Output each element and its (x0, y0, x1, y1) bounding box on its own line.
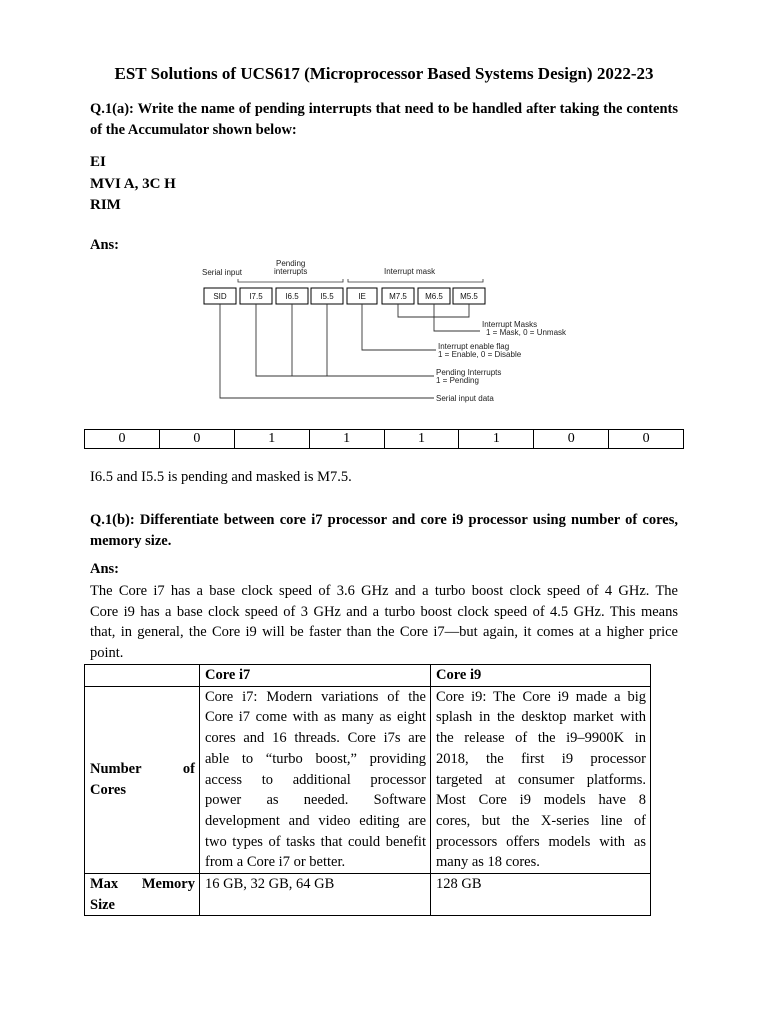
cell-line: access to additional processor (205, 771, 426, 788)
callout-enable-values: 1 = Enable, 0 = Disable (438, 350, 522, 359)
cell-i7-cores (200, 686, 431, 873)
row-label-number-of-cores (85, 686, 200, 873)
cell-line: Core i7: Modern variations of the (205, 688, 426, 705)
bit-cell: 0 (159, 430, 234, 449)
cell-line: cores and 16 threads. Core i7s are (205, 730, 426, 747)
label-pending: Pending (276, 259, 306, 268)
paragraph-line: Core i9 has a base clock speed of 3 GHz and a turbo boost clock speed of 4.5 GHz. This means (90, 603, 678, 620)
cell-line: development and video editing are (205, 812, 426, 829)
callout-masks-values: 1 = Mask, 0 = Unmask (486, 328, 567, 337)
cell-i6-5: I6.5 (285, 292, 299, 301)
bit-cell: 1 (234, 430, 309, 449)
cell-i9-memory: 128 GB (431, 874, 651, 916)
cell-i7-memory: 16 GB, 32 GB, 64 GB (200, 874, 431, 916)
label-interrupts: interrupts (274, 267, 308, 276)
callout-serial: Serial input data (436, 394, 494, 403)
table-header-row (85, 665, 651, 687)
table-row (85, 686, 651, 873)
cell-i7-5: I7.5 (249, 292, 263, 301)
code-line: EI (90, 154, 106, 170)
cell-line: splash in the desktop market with (436, 709, 646, 726)
callout-pending-values: 1 = Pending (436, 376, 479, 385)
code-block (90, 152, 176, 217)
cell-line: cores, but the X-series line of (436, 812, 646, 829)
table-row (85, 430, 684, 449)
header-cell-core-i9: Core i9 (431, 665, 651, 687)
cell-line: Core i7 come with as many as eight (205, 709, 426, 726)
bit-cell: 0 (609, 430, 684, 449)
cell-line: 2018, the first i9 processor (436, 750, 646, 767)
callout-pending: Pending Interrupts (436, 368, 502, 377)
cell-line: power as needed. Software (205, 792, 426, 809)
answer-paragraph-1b (90, 581, 678, 663)
accumulator-bits-table (84, 429, 684, 449)
paragraph-line: that, in general, the Core i9 will be faster than the Core i7—but again, it comes at a higher price (90, 624, 678, 640)
cell-sid: SID (213, 292, 227, 301)
answer-1a: I6.5 and I5.5 is pending and masked is M7.5. (90, 469, 352, 485)
table-row (85, 874, 651, 916)
cell-line: Most Core i9 models have 8 (436, 792, 646, 809)
rim-accumulator-diagram (190, 255, 567, 410)
bit-cell: 1 (309, 430, 384, 449)
cell-line: from a Core i7 or better. (205, 854, 346, 871)
cell-line: targeted at consumer platforms. (436, 771, 646, 788)
row-label-text: Number of Cores (90, 761, 195, 798)
bit-cell: 1 (384, 430, 459, 449)
cell-line: the release of the i9–9900K in (436, 730, 646, 747)
label-serial-input: Serial input (202, 268, 243, 277)
paragraph-line: The Core i7 has a base clock speed of 3.6 GHz and a turbo boost clock speed of 4 GHz. The (90, 583, 678, 599)
bit-cell: 1 (459, 430, 534, 449)
question-1b: Q.1(b): Differentiate between core i7 processor and core i9 processor using number of cores, memory size. (90, 512, 678, 549)
cell-i5-5: I5.5 (320, 292, 334, 301)
cell-line: two types of tasks that could benefit (205, 833, 426, 850)
page-title: EST Solutions of UCS617 (Microprocessor Based Systems Design) 2022-23 (114, 64, 654, 83)
callout-enable: Interrupt enable flag (438, 342, 510, 351)
cell-line: able to “turbo boost,” providing (205, 750, 426, 767)
cell-m5-5: M5.5 (460, 292, 478, 301)
code-line: MVI A, 3C H (90, 175, 176, 192)
question-1a: Q.1(a): Write the name of pending interrupts that need to be handled after taking the contents of the Accumulator shown below: (90, 101, 678, 138)
header-cell-core-i7: Core i7 (200, 665, 431, 687)
pending-brace (238, 279, 343, 282)
header-cell-empty (85, 665, 200, 687)
cell-ie: IE (358, 292, 366, 301)
answer-label-1b: Ans: (90, 561, 120, 577)
bit-cell: 0 (534, 430, 609, 449)
mask-brace (348, 279, 483, 282)
cell-line: Core i9: The Core i9 made a big (436, 688, 646, 705)
row-label-max-memory-size: Max Memory Size (85, 874, 200, 916)
cell-m7-5: M7.5 (389, 292, 407, 301)
cell-m6-5: M6.5 (425, 292, 443, 301)
label-interrupt-mask: Interrupt mask (384, 267, 436, 276)
cell-line: many as 18 cores. (436, 854, 540, 871)
callout-masks: Interrupt Masks (482, 320, 538, 329)
paragraph-line: point. (90, 644, 124, 661)
cell-line: processors offers models with as (436, 833, 646, 850)
bit-cell: 0 (85, 430, 160, 449)
comparison-table (84, 664, 651, 916)
cell-i9-cores (431, 686, 651, 873)
code-line: RIM (90, 197, 121, 213)
answer-label-1a: Ans: (90, 237, 120, 253)
register-cells (204, 288, 485, 304)
